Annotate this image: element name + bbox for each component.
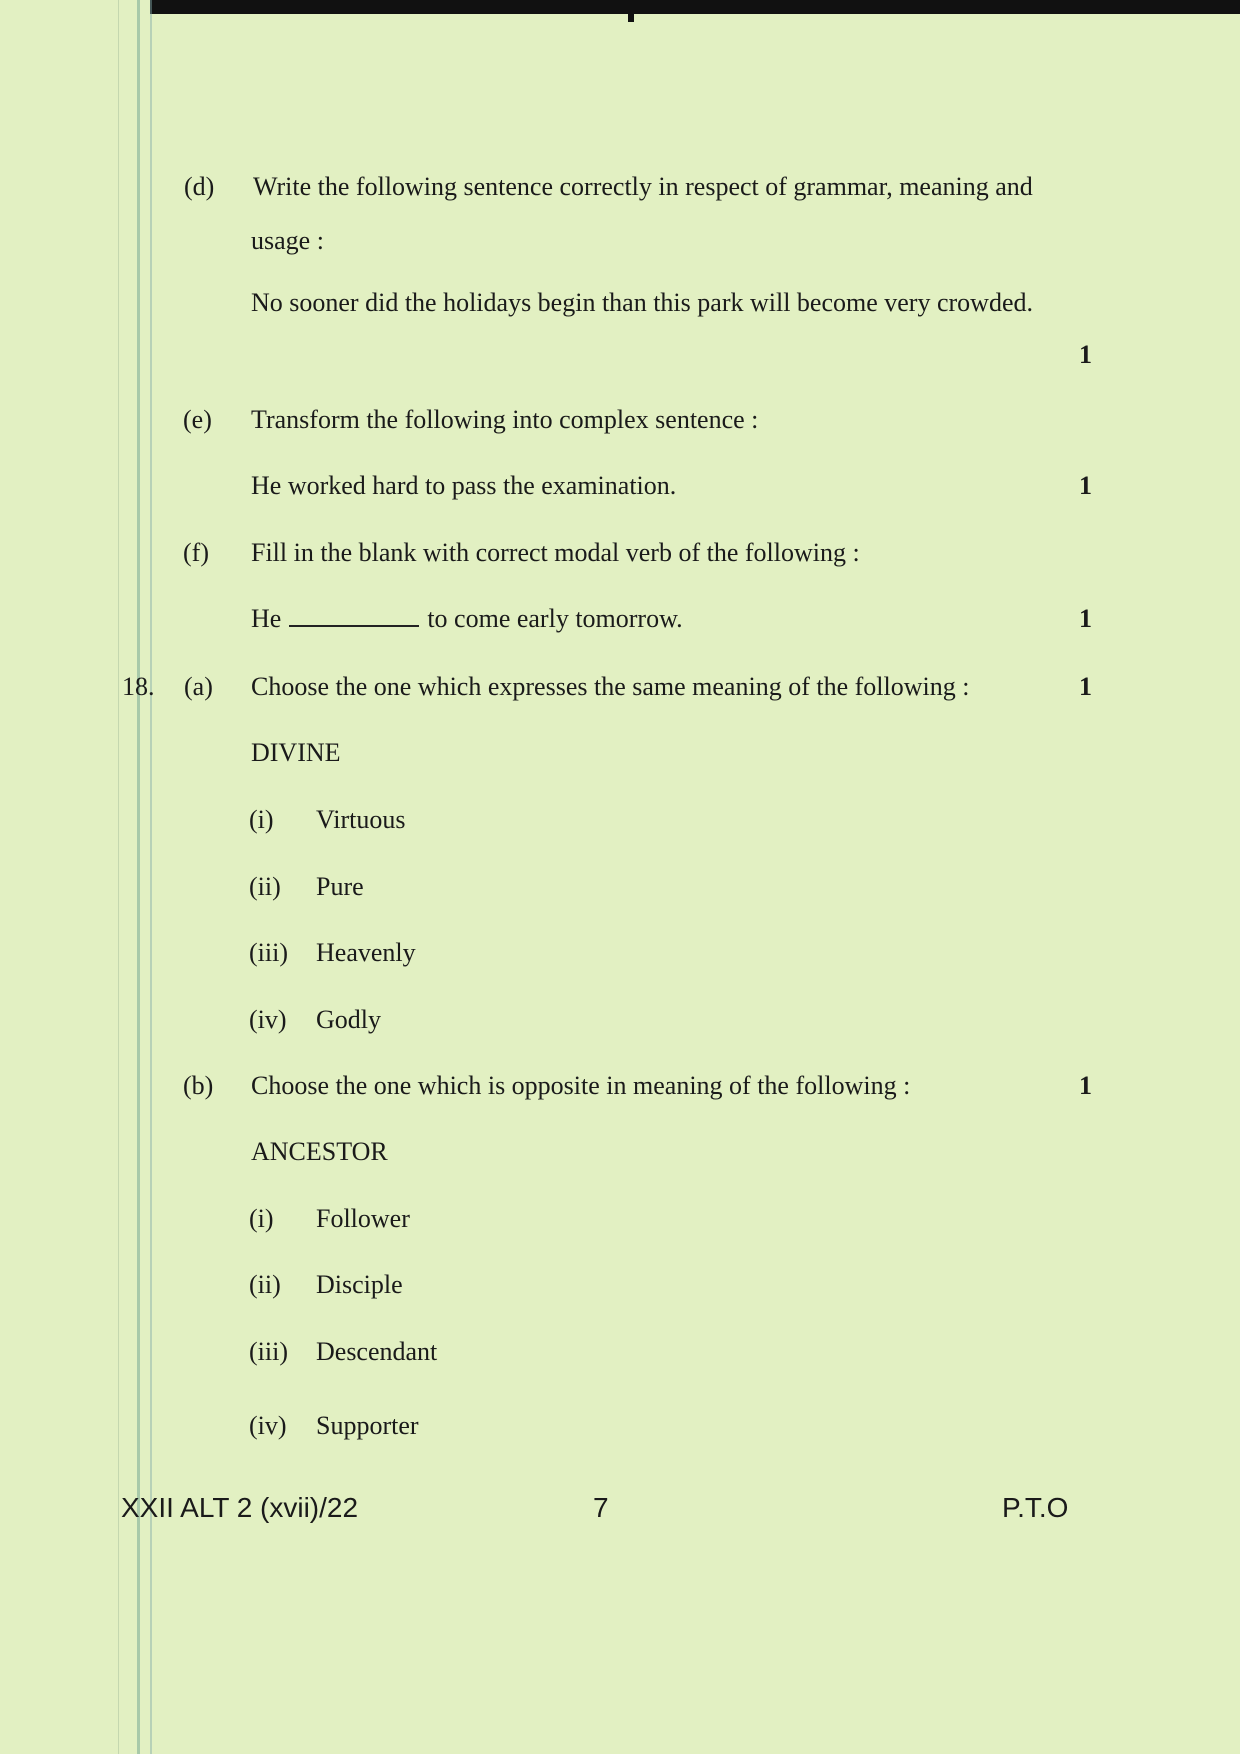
question-18b-label: (b) xyxy=(183,1071,214,1100)
question-18a-mark: 1 xyxy=(1079,672,1092,701)
option-text: Supporter xyxy=(316,1411,419,1440)
question-18a-label: (a) xyxy=(184,672,213,701)
question-f-mark: 1 xyxy=(1079,604,1092,633)
question-f-label: (f) xyxy=(183,538,209,567)
option-number: (i) xyxy=(249,805,274,834)
question-d-label: (d) xyxy=(184,172,215,201)
option-number: (iii) xyxy=(249,1337,288,1366)
question-f-after: to come early tomorrow. xyxy=(427,604,683,633)
page-number: 7 xyxy=(593,1492,609,1523)
question-d-line1: Write the following sentence correctly in respect of grammar, meaning and xyxy=(253,172,1033,201)
question-e-mark: 1 xyxy=(1079,471,1092,500)
question-f-before: He xyxy=(251,604,282,633)
question-18a-prompt: Choose the one which expresses the same meaning of the following : xyxy=(251,672,970,701)
question-18-number: 18. xyxy=(122,672,155,701)
answer-blank xyxy=(289,605,419,627)
scan-top-notch xyxy=(628,0,634,22)
question-d-line2: usage : xyxy=(251,226,324,255)
scan-top-edge xyxy=(150,0,1240,14)
option-number: (iii) xyxy=(249,938,288,967)
question-f-sentence xyxy=(251,604,683,634)
margin-line xyxy=(150,0,152,1754)
option-number: (i) xyxy=(249,1204,274,1233)
option-number: (ii) xyxy=(249,872,281,901)
option-text: Heavenly xyxy=(316,938,416,967)
question-f-prompt: Fill in the blank with correct modal verb of the following : xyxy=(251,538,860,567)
option-text: Follower xyxy=(316,1204,410,1233)
question-18b-word: ANCESTOR xyxy=(251,1137,388,1166)
option-text: Pure xyxy=(316,872,364,901)
question-e-prompt: Transform the following into complex sentence : xyxy=(251,405,759,434)
question-18a-word: DIVINE xyxy=(251,738,341,767)
question-e-label: (e) xyxy=(183,405,212,434)
margin-line xyxy=(137,0,140,1754)
margin-line xyxy=(118,0,119,1754)
option-text: Disciple xyxy=(316,1270,403,1299)
question-18b-prompt: Choose the one which is opposite in meaning of the following : xyxy=(251,1071,911,1100)
option-text: Descendant xyxy=(316,1337,438,1366)
option-text: Virtuous xyxy=(316,805,406,834)
question-d-mark: 1 xyxy=(1079,340,1092,369)
question-e-sentence: He worked hard to pass the examination. xyxy=(251,471,677,500)
pto-label: P.T.O xyxy=(1002,1492,1069,1523)
paper-code: XXII ALT 2 (xvii)/22 xyxy=(121,1492,359,1523)
question-d-sentence: No sooner did the holidays begin than this park will become very crowded. xyxy=(251,288,1033,317)
option-number: (ii) xyxy=(249,1270,281,1299)
question-18b-mark: 1 xyxy=(1079,1071,1092,1100)
option-number: (iv) xyxy=(249,1411,287,1440)
option-number: (iv) xyxy=(249,1005,287,1034)
option-text: Godly xyxy=(316,1005,381,1034)
